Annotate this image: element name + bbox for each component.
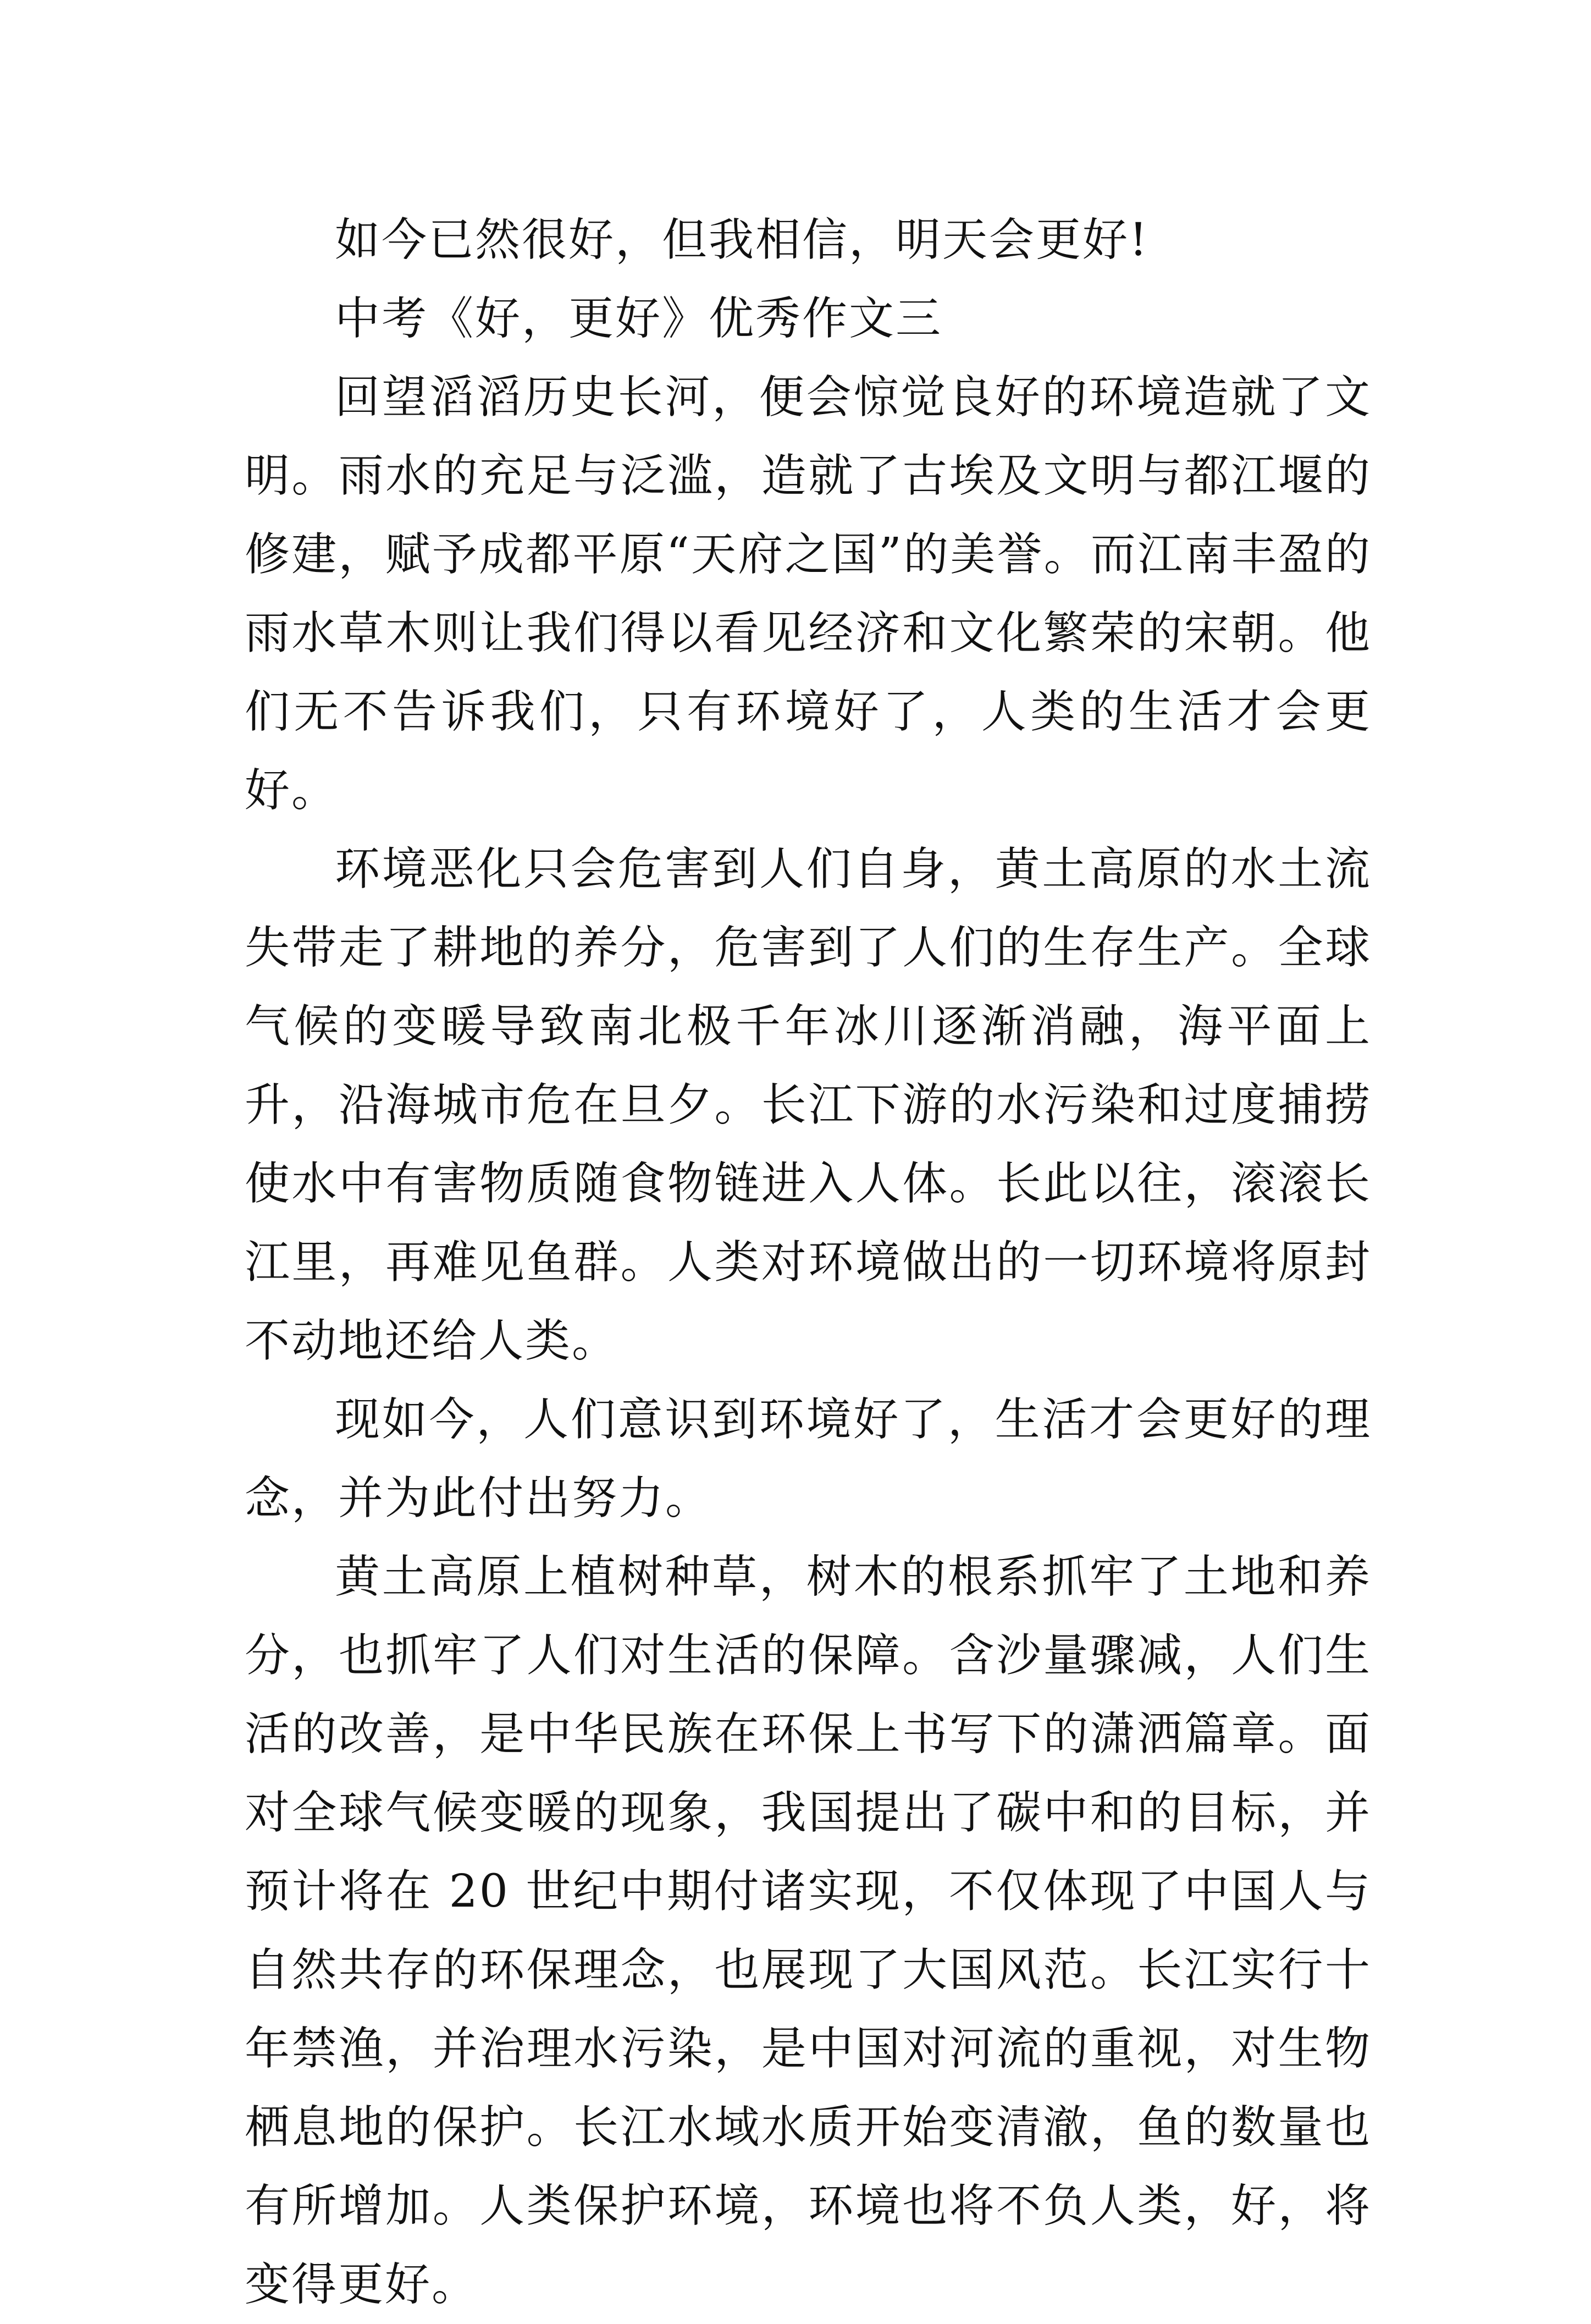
paragraph-awareness: 现如今，人们意识到环境好了，生活才会更好的理念，并为此付出努力。: [245, 1394, 1372, 1524]
essay-title: 中考《好，更好》优秀作文三: [335, 293, 943, 345]
document-body: [245, 201, 1372, 2324]
paragraph-environment-degradation: 环境恶化只会危害到人们自身，黄土高原的水土流失带走了耕地的养分，危害到了人们的生存生产。全球气候的变暖导致南北极千年冰川逐渐消融，海平面上升，沿海城市危在旦夕。长江下游的水污染和过度捕捞使水中有害物质随食物链进入人体。长此以往，滚滚长江里，再难见鱼群。人类对环境做出的一切环境将原封不动地还给人类。: [245, 843, 1372, 1367]
paragraph-protection-efforts: 黄土高原上植树种草，树木的根系抓牢了土地和养分，也抓牢了人们对生活的保障。含沙量骤减，人们生活的改善，是中华民族在环保上书写下的潇洒篇章。面对全球气候变暖的现象，我国提出了碳中和的目标，并预计将在 20 世纪中期付诸实现，不仅体现了中国人与自然共存的环保理念，也展现了大国风范。长江实行十年禁渔，并治理水污染，是中国对河流的重视，对生物栖息地的保护。长江水域水质开始变清澈，鱼的数量也有所增加。人类保护环境，环境也将不负人类，好，将变得更好。: [245, 1551, 1372, 2311]
paragraph-closing-line: 如今已然很好，但我相信，明天会更好!: [335, 214, 1149, 266]
paragraph-history: 回望滔滔历史长河，便会惊觉良好的环境造就了文明。雨水的充足与泛滥，造就了古埃及文明与都江堰的修建，赋予成都平原“天府之国”的美誉。而江南丰盈的雨水草木则让我们得以看见经济和文化繁荣的宋朝。他们无不告诉我们，只有环境好了，人类的生活才会更好。: [245, 371, 1372, 817]
